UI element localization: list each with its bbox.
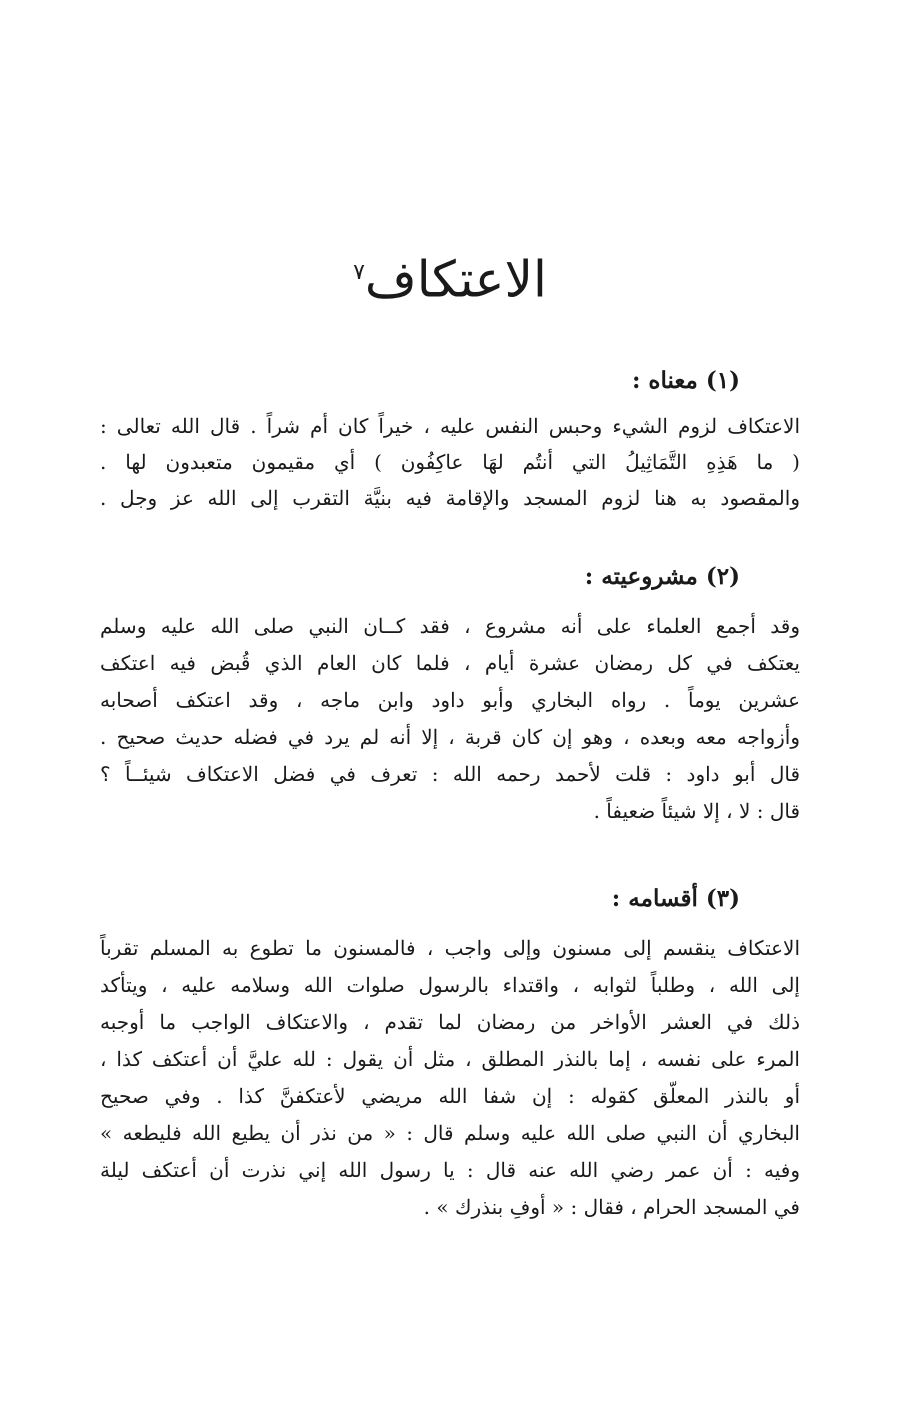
text-line: قال أبو داود : قلت لأحمد رحمه الله : تعرف في فضل الاعتكاف شيئــاً ؟	[100, 762, 800, 786]
text-line: يعتكف في كل رمضان عشرة أيام ، فلما كان العام الذي قُبض فيه اعتكف	[100, 651, 800, 675]
paragraph-meaning	[100, 408, 800, 516]
text-line: أو بالنذر المعلّق كقوله : إن شفا الله مريضي لأعتكفنَّ كذا . وفي صحيح	[100, 1084, 800, 1108]
section-heading-legitimacy: (٢) مشروعيته :	[584, 563, 740, 590]
text-line: وقد أجمع العلماء على أنه مشروع ، فقد كــان النبي صلى الله عليه وسلم	[100, 614, 800, 638]
text-line: قال : لا ، إلا شيئاً ضعيفاً .	[593, 799, 800, 823]
page-title	[0, 238, 900, 315]
title-text: الاعتكاف	[364, 250, 547, 309]
paragraph-types	[100, 930, 800, 1226]
text-line: عشرين يوماً . رواه البخاري وأبو داود وابن ماجه ، وقد اعتكف أصحابه	[100, 688, 800, 712]
text-line: والمقصود به هنا لزوم المسجد والإقامة فيه بنيَّة التقرب إلى الله عز وجل .	[100, 486, 800, 510]
text-line: إلى الله ، وطلباً لثوابه ، واقتداء بالرسول صلوات الله وسلامه عليه ، ويتأكد	[100, 973, 800, 997]
paragraph-legitimacy	[100, 608, 800, 830]
text-line: الاعتكاف لزوم الشيء وحبس النفس عليه ، خيراً كان أم شراً . قال الله تعالى :	[100, 414, 800, 438]
text-line: ( ما هَذِهِ التَّمَاثِيلُ التي أنتُم لهَا عاكِفُون ) أي مقيمون متعبدون لها .	[100, 450, 800, 474]
text-line: وفيه : أن عمر رضي الله عنه قال : يا رسول الله إني نذرت أن أعتكف ليلة	[100, 1158, 800, 1182]
section-heading-types: (٣) أقسامه :	[611, 885, 740, 912]
text-line: ذلك في العشر الأواخر من رمضان لما تقدم ، والاعتكاف الواجب ما أوجبه	[100, 1010, 800, 1034]
text-line: المرء على نفسه ، إما بالنذر المطلق ، مثل أن يقول : لله عليَّ أن أعتكف كذا ،	[100, 1047, 800, 1071]
text-line: في المسجد الحرام ، فقال : « أوفِ بنذرك » .	[423, 1195, 800, 1219]
text-line: الاعتكاف ينقسم إلى مسنون وإلى واجب ، فالمسنون ما تطوع به المسلم تقرباً	[100, 936, 800, 960]
title-footnote-mark: ٧	[353, 260, 365, 285]
text-line: البخاري أن النبي صلى الله عليه وسلم قال : « من نذر أن يطيع الله فليطعه »	[100, 1121, 800, 1145]
text-line: وأزواجه معه وبعده ، وهو إن كان قربة ، إلا أنه لم يرد في فضله حديث صحيح .	[100, 725, 800, 749]
section-heading-meaning: (١) معناه :	[631, 367, 740, 394]
